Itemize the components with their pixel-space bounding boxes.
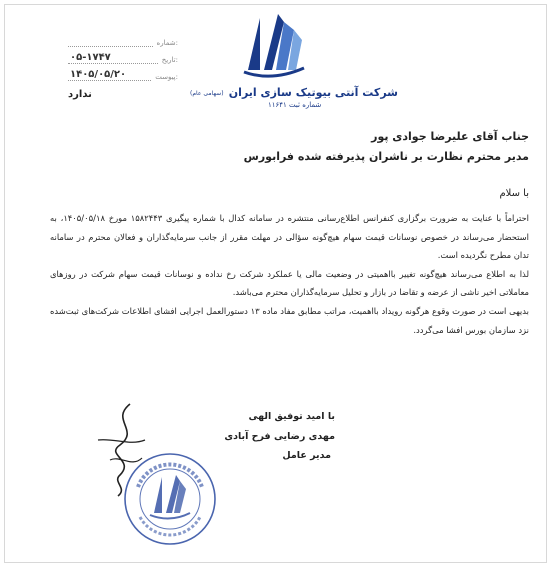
body-paragraph: لذا به اطلاع می‌رساند هیچ‌گونه تغییر بااهمیتی در وضعیت مالی یا عملکرد شرکت رخ نداده و نوسانات قیمت سهام شرکت در روزهای معاملاتی اخیر ناشی از عرضه و تقاضا در بازار و تحلیل سرمایه‌گذاران محترم می‌باشد. — [50, 268, 529, 298]
attach-label: پیوست: — [155, 73, 178, 81]
registration-number: شماره ثبت ۱۱۶۴۱ — [268, 101, 322, 109]
company-stamp — [122, 451, 218, 547]
company-type: (سهامی عام) — [190, 90, 224, 97]
company-logo-icon — [238, 10, 308, 84]
date-label: تاریخ: — [161, 56, 178, 64]
body-paragraph: احتراماً با عنایت به ضرورت برگزاری کنفرانس اطلاع‌رسانی منتشره در سامانه کدال با شماره پیگیری ۱۵۸۲۴۴۳ مورخ ۱۴۰۵/۰۵/۱۸، به استحضار می‌رساند در خصوص نوسانات قیمت سهام هیچ‌گونه سؤالی در مهلت مقرر از جانب سرمایه‌گذاران و فعالان محترم در سامانه تدان مطرح نگردیده است. — [50, 213, 530, 261]
closing-phrase: با امید توفیق الهی — [248, 411, 335, 422]
body-paragraph: بدیهی است در صورت وقوع هرگونه رویداد بااهمیت، مراتب مطابق مفاد ماده ۱۳ دستورالعمل اجرایی افشای اطلاعات شرکت‌های ثبت‌شده نزد سازمان بورس افشا می‌گردد. — [50, 305, 529, 335]
letter-body — [50, 209, 529, 339]
letter-number-field — [68, 33, 178, 47]
number-label: شماره: — [156, 39, 178, 47]
number-value — [68, 46, 153, 47]
letter-date-field — [68, 50, 178, 64]
recipient-title: مدیر محترم نظارت بر ناشران پذیرفته شده فرابورس — [243, 150, 529, 163]
signer-name: مهدی رضایی فرح آبادی — [224, 431, 335, 442]
greeting: با سلام — [499, 188, 529, 199]
attachment-note: ندارد — [68, 89, 92, 100]
signer-title: مدیر عامل — [282, 450, 331, 461]
letter-attachment-field — [68, 67, 178, 81]
recipient-name: جناب آقای علیرضا جوادی پور — [371, 130, 529, 143]
attach-value: ۱۴۰۵/۰۵/۲۰ — [68, 69, 151, 81]
company-name: شرکت آنتی بیوتیک سازی ایران — [228, 86, 398, 99]
date-value: ۰۵-۱۷۴۷ — [68, 52, 158, 64]
